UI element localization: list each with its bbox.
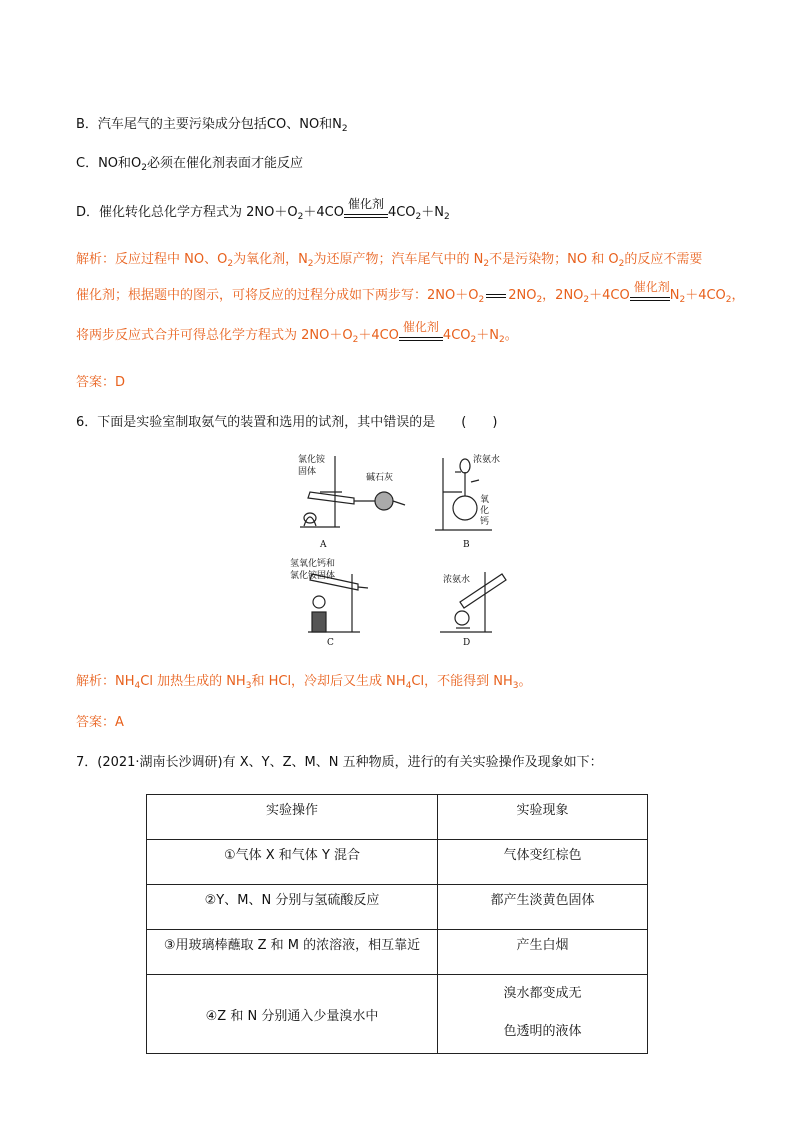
subscript: 2 — [341, 124, 348, 134]
analysis-text: 解析：反应过程中 NO、O — [76, 252, 228, 267]
answer6: 答案：A — [76, 715, 124, 730]
option-d-text: D．催化转化总化学方程式为 2NO＋O — [76, 205, 298, 220]
subscript: 3 — [245, 681, 252, 691]
analysis-text: N — [669, 288, 680, 303]
analysis-text: ＋N — [476, 328, 499, 343]
analysis-text: Cl 加热生成的 NH — [140, 674, 246, 689]
option-d-text-3: 4CO — [387, 205, 416, 220]
subscript: 2 — [498, 335, 505, 345]
subscript: 4 — [405, 681, 412, 691]
analysis-text: 为还原产物；汽车尾气中的 N — [313, 252, 484, 267]
subscript: 2 — [297, 212, 304, 222]
label-c2: 氯化铵固体 — [290, 571, 336, 581]
table-cell: ③用玻璃棒蘸取 Z 和 M 的浓溶液，相互靠近 — [147, 930, 438, 975]
subscript: 2 — [679, 295, 686, 305]
analysis-text: ＋4CO — [358, 328, 399, 343]
label-b3: 化 — [480, 506, 490, 516]
subscript: 2 — [352, 335, 359, 345]
catalyst-arrow — [344, 197, 388, 222]
subscript: 3 — [512, 681, 519, 691]
analysis-text: 和 HCl，冷却后又生成 NH — [251, 674, 406, 689]
subscript: 2 — [536, 295, 543, 305]
label-b2: 氧 — [480, 495, 490, 505]
option-c — [76, 155, 303, 173]
apparatus-drawing — [280, 452, 520, 652]
analysis-text: 为氧化剂，N — [233, 252, 308, 267]
catalyst-label: 催化剂 — [633, 280, 670, 294]
table-cell-line: 溴水都变成无 — [503, 986, 582, 1001]
analysis-text: 的反应不需要 — [624, 252, 703, 267]
table-row — [147, 975, 648, 1054]
table-row — [147, 930, 648, 975]
table-cell — [438, 975, 648, 1054]
label-a3: 碱石灰 — [366, 473, 394, 483]
subscript: 2 — [618, 259, 625, 269]
table-header-phenomenon: 实验现象 — [438, 795, 648, 840]
subscript: 2 — [725, 295, 732, 305]
analysis-text: ，2NO — [542, 288, 584, 303]
table-cell: ①气体 X 和气体 Y 混合 — [147, 840, 438, 885]
analysis-text: 。 — [518, 674, 532, 689]
subscript: 4 — [134, 681, 141, 691]
option-b-text: B．汽车尾气的主要污染成分包括CO、NO和N — [76, 117, 342, 132]
option-d-text-4: ＋N — [421, 205, 444, 220]
option-d — [76, 197, 450, 222]
subscript: 2 — [444, 212, 450, 222]
subscript: 2 — [583, 295, 590, 305]
caption-b: B — [463, 540, 470, 550]
catalyst-label: 催化剂 — [347, 197, 384, 211]
table-row — [147, 840, 648, 885]
equals-sign — [484, 287, 508, 305]
label-b1: 浓氨水 — [473, 455, 501, 465]
option-c-text: C．NO和O — [76, 156, 142, 171]
subscript: 2 — [470, 335, 477, 345]
table-cell: 都产生淡黄色固体 — [438, 885, 648, 930]
caption-c: C — [327, 638, 334, 648]
analysis-text: 催化剂；根据题中的图示，可将反应的过程分成如下两步写：2NO＋O — [76, 288, 479, 303]
answer5: 答案：D — [76, 375, 126, 390]
option-b — [76, 116, 348, 134]
table-cell: ②Y、M、N 分别与氢硫酸反应 — [147, 885, 438, 930]
apparatus-figure — [280, 452, 520, 652]
table-header-row — [147, 795, 648, 840]
subscript: 2 — [483, 259, 490, 269]
analysis-text: 4CO — [442, 328, 471, 343]
catalyst-arrow — [399, 320, 443, 345]
option-c-text-2: 必须在催化剂表面才能反应 — [147, 156, 304, 171]
option-d-text-2: ＋4CO — [303, 205, 344, 220]
analysis-text: 将两步反应式合并可得总化学方程式为 2NO＋O — [76, 328, 353, 343]
analysis-text: Cl，不能得到 NH — [411, 674, 513, 689]
caption-d: D — [463, 638, 471, 648]
catalyst-label: 催化剂 — [402, 320, 439, 334]
experiment-table — [146, 794, 648, 1054]
table-cell: ④Z 和 N 分别通入少量溴水中 — [147, 975, 438, 1054]
analysis-text: 解析：NH — [76, 674, 135, 689]
question6: 6．下面是实验室制取氨气的装置和选用的试剂，其中错误的是 ( ) — [76, 415, 498, 430]
subscript: 2 — [307, 259, 314, 269]
caption-a: A — [320, 540, 327, 550]
table-row — [147, 885, 648, 930]
label-d1: 浓氨水 — [443, 575, 471, 585]
table-cell: 产生白烟 — [438, 930, 648, 975]
analysis5-line2 — [76, 280, 745, 305]
analysis5-line1 — [76, 251, 702, 269]
analysis-text: 。 — [504, 328, 518, 343]
analysis-text: ＋4CO — [685, 288, 726, 303]
analysis-text: ， — [731, 288, 745, 303]
analysis-text: 不是污染物；NO 和 O — [489, 252, 619, 267]
table-header-operation: 实验操作 — [147, 795, 438, 840]
label-a2: 固体 — [298, 467, 317, 477]
label-a1: 氯化铵 — [298, 455, 326, 465]
table-cell: 气体变红棕色 — [438, 840, 648, 885]
analysis-text: 2NO — [508, 288, 537, 303]
subscript: 2 — [478, 295, 485, 305]
label-c1: 氢氧化钙和 — [290, 559, 336, 569]
subscript: 2 — [415, 212, 422, 222]
analysis5-line3 — [76, 320, 518, 345]
label-b4: 钙 — [480, 517, 490, 527]
analysis-text: ＋4CO — [589, 288, 630, 303]
question7: 7．(2021·湖南长沙调研)有 X、Y、Z、M、N 五种物质，进行的有关实验操作及现象如下： — [76, 755, 603, 770]
catalyst-arrow — [630, 280, 670, 305]
subscript: 2 — [141, 163, 148, 173]
table-cell-line: 色透明的液体 — [503, 1024, 582, 1039]
subscript: 2 — [227, 259, 234, 269]
analysis6 — [76, 673, 532, 691]
